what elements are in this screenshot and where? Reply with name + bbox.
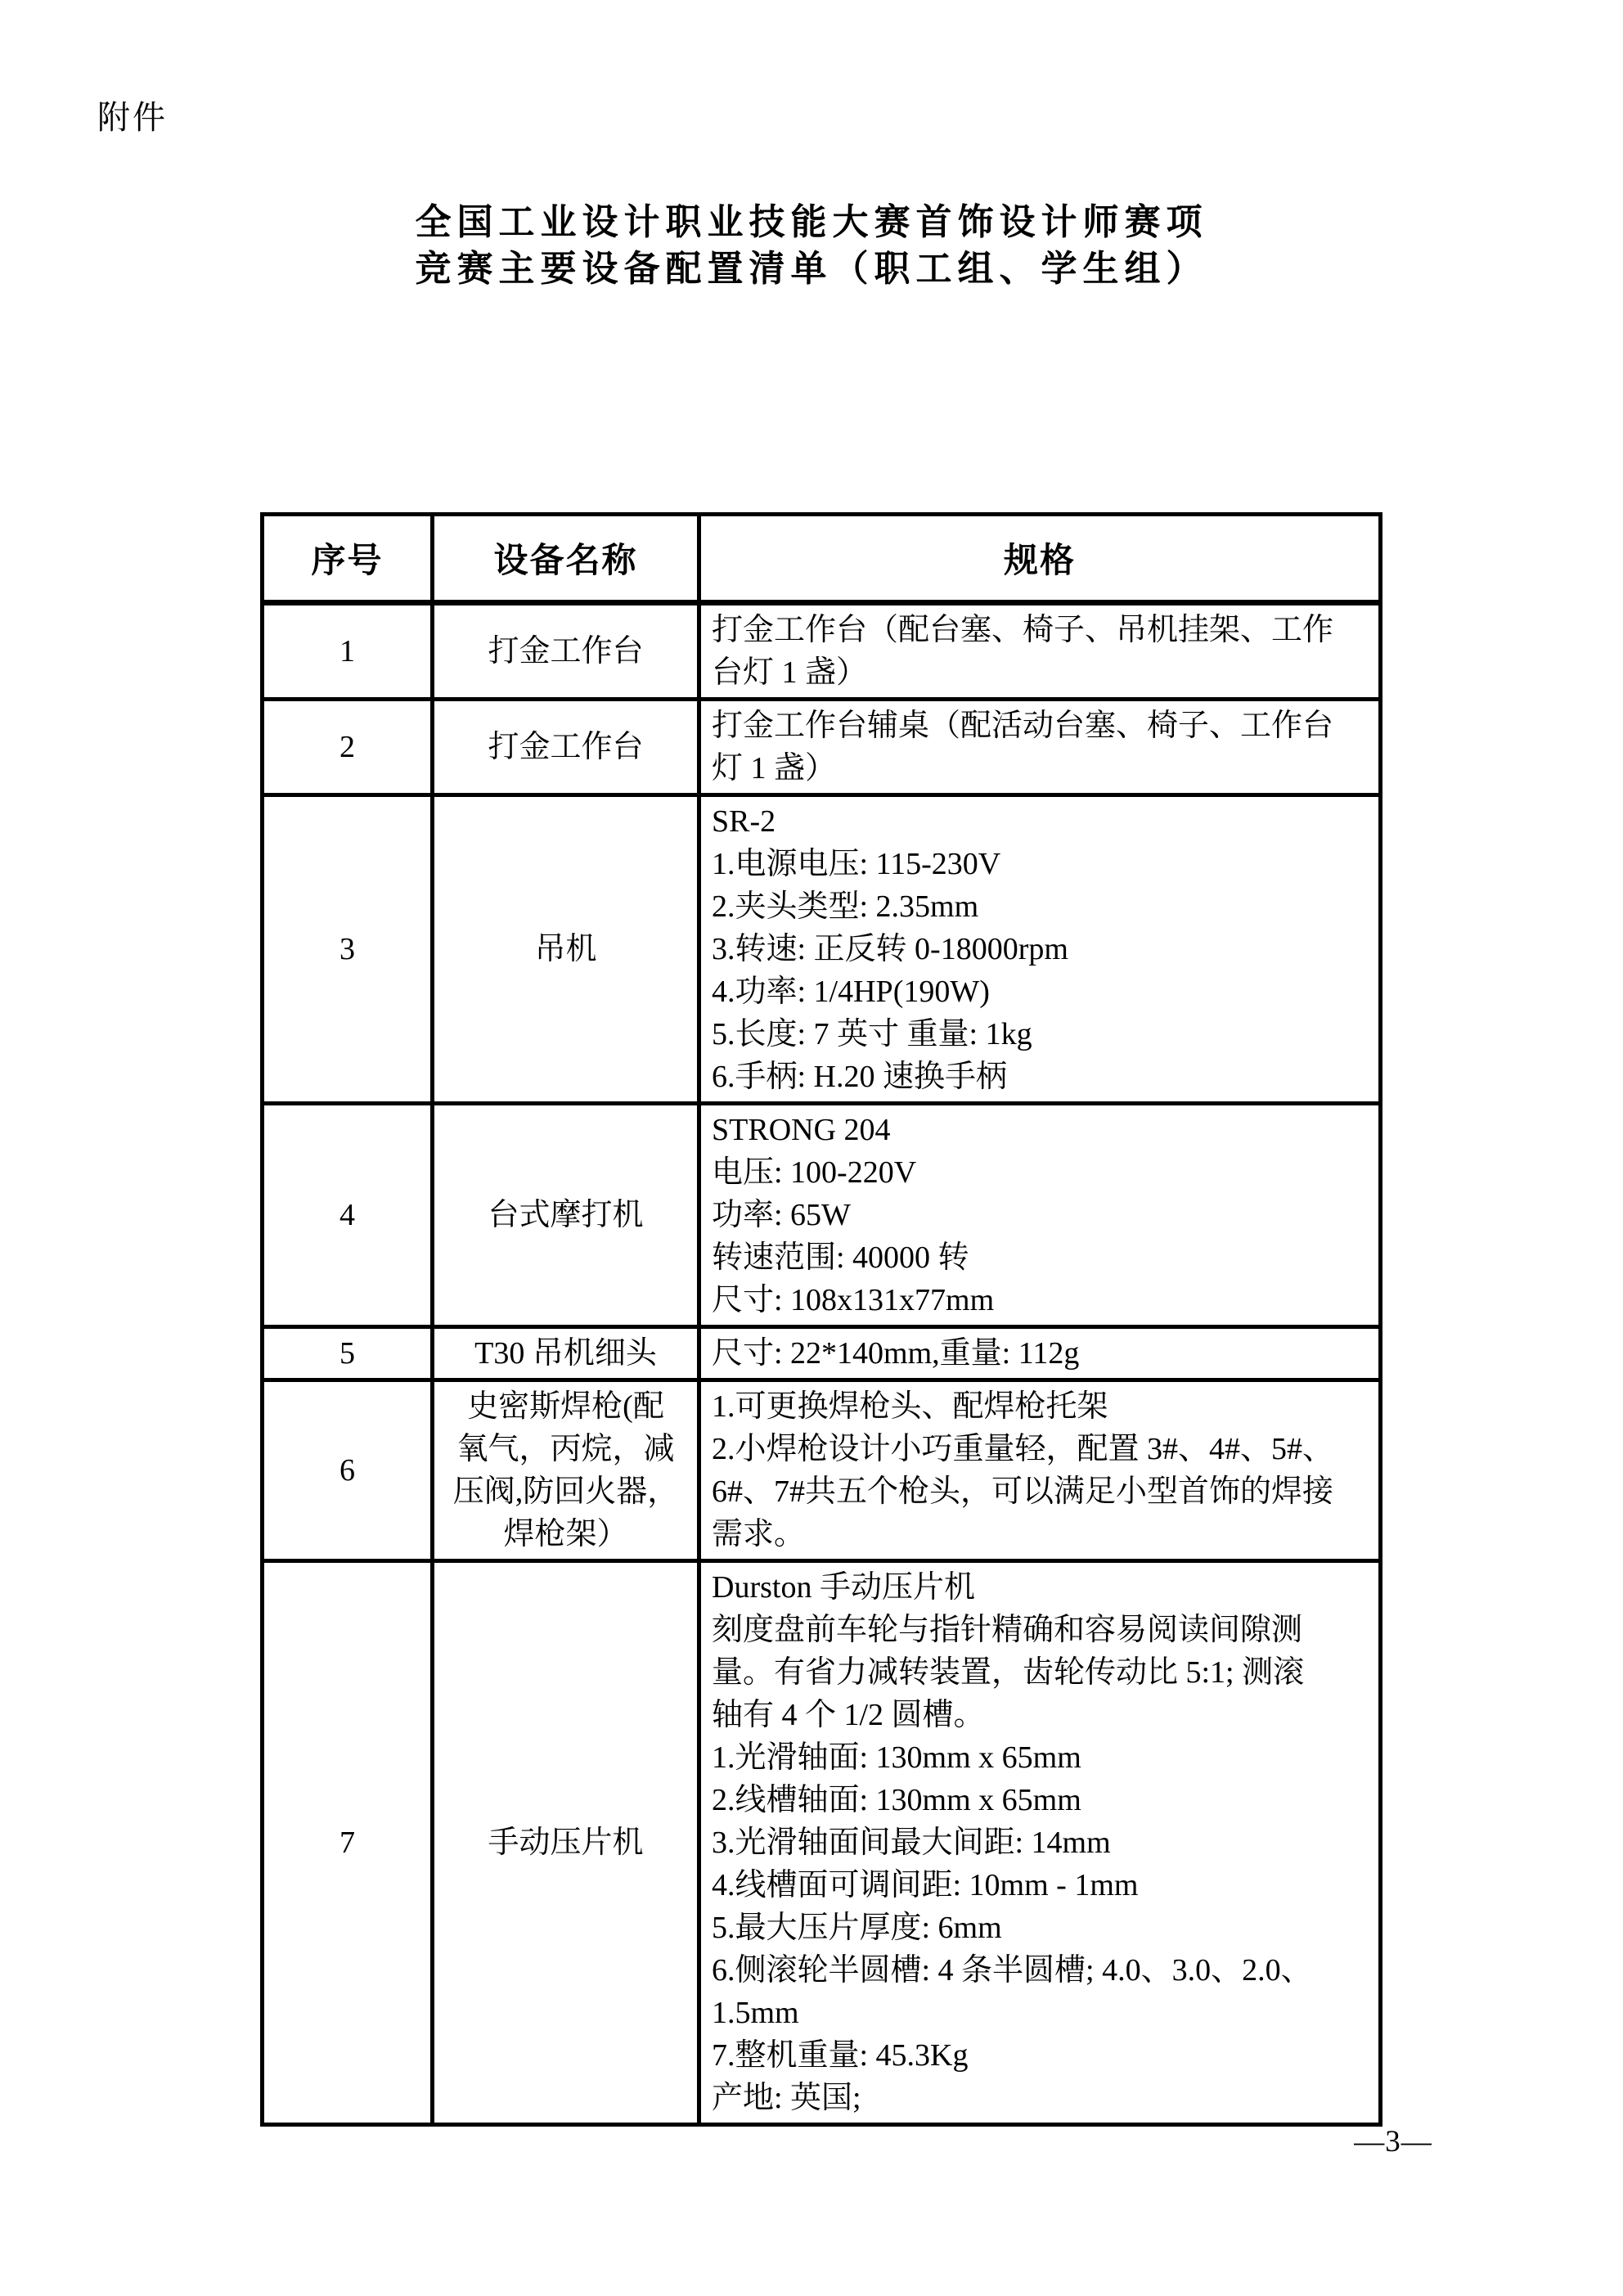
equipment-name-cell: [433, 795, 699, 1104]
specification-line: 3.光滑轴面间最大间距: 14mm: [712, 1826, 1111, 1860]
specification-cell: [699, 795, 1381, 1104]
equipment-name-cell: [433, 1327, 699, 1380]
equipment-name-line: 打金工作台: [488, 634, 644, 669]
specification-line: 1.5mm: [712, 1996, 799, 2030]
equipment-name-cell: [433, 1561, 699, 2125]
equipment-name-line: 压阀,防回火器，: [452, 1474, 679, 1509]
equipment-name-line: 氧气，丙烷，减: [456, 1432, 675, 1466]
specification-line: 2.夹头类型: 2.35mm: [712, 889, 979, 924]
specification-cell: [699, 1104, 1381, 1327]
equipment-name-line: 台式摩打机: [488, 1198, 644, 1232]
serial-number-cell: 5: [263, 1327, 433, 1380]
specification-line: 打金工作台（配台塞、椅子、吊机挂架、工作: [712, 613, 1334, 647]
equipment-table-body: [263, 603, 1381, 2125]
specification-line: 灯 1 盏）: [712, 751, 837, 786]
table-row: [263, 1561, 1381, 2125]
column-header-specification: 规格: [699, 515, 1381, 603]
specification-line: 6.侧滚轮半圆槽: 4 条半圆槽; 4.0、3.0、2.0、: [712, 1953, 1312, 1988]
specification-line: SR-2: [712, 804, 776, 839]
specification-line: 刻度盘前车轮与指针精确和容易阅读间隙测: [712, 1613, 1303, 1647]
specification-line: 2.线槽轴面: 130mm x 65mm: [712, 1783, 1081, 1817]
serial-number-cell: 2: [263, 700, 433, 795]
table-row: [263, 1327, 1381, 1380]
table-row: [263, 795, 1381, 1104]
equipment-name-line: 焊枪架）: [503, 1517, 628, 1551]
specification-line: 功率: 65W: [712, 1198, 851, 1232]
specification-line: STRONG 204: [712, 1113, 891, 1147]
specification-cell: [699, 1561, 1381, 2125]
serial-number-cell: 4: [263, 1104, 433, 1327]
table-row: [263, 603, 1381, 700]
specification-cell: [699, 603, 1381, 700]
specification-line: 4.线槽面可调间距: 10mm - 1mm: [712, 1868, 1139, 1902]
serial-number-cell: 7: [263, 1561, 433, 2125]
specification-line: 6#、7#共五个枪头，可以满足小型首饰的焊接: [712, 1474, 1334, 1509]
equipment-name-line: 史密斯焊枪(配: [467, 1389, 664, 1424]
specification-line: 打金工作台辅桌（配活动台塞、椅子、工作台: [712, 709, 1334, 743]
equipment-name-cell: [433, 700, 699, 795]
specification-line: 电压: 100-220V: [712, 1155, 917, 1190]
table-row: [263, 1104, 1381, 1327]
specification-line: 1.光滑轴面: 130mm x 65mm: [712, 1740, 1081, 1775]
table-row: [263, 700, 1381, 795]
page-number: —3—: [1354, 2125, 1432, 2159]
document-title: [0, 199, 1623, 292]
document-title-line-2: 竞赛主要设备配置清单（职工组、学生组）: [415, 249, 1208, 289]
specification-line: 尺寸: 22*140mm,重量: 112g: [712, 1336, 1080, 1371]
equipment-name-line: 吊机: [534, 932, 597, 966]
specification-cell: [699, 1380, 1381, 1561]
specification-line: 4.功率: 1/4HP(190W): [712, 975, 990, 1009]
attachment-label: 附件: [97, 100, 168, 136]
column-header-serial-number: 序号: [263, 515, 433, 603]
specification-line: 1.电源电压: 115-230V: [712, 847, 1001, 881]
equipment-name-line: 打金工作台: [488, 730, 644, 764]
equipment-table: [260, 512, 1382, 2127]
equipment-table-header: [263, 515, 1381, 603]
specification-line: 3.转速: 正反转 0-18000rpm: [712, 932, 1068, 966]
specification-line: 2.小焊枪设计小巧重量轻，配置 3#、4#、5#、: [712, 1432, 1334, 1466]
equipment-name-cell: [433, 1104, 699, 1327]
serial-number-cell: 6: [263, 1380, 433, 1561]
serial-number-cell: 3: [263, 795, 433, 1104]
specification-cell: [699, 700, 1381, 795]
specification-line: 轴有 4 个 1/2 圆槽。: [712, 1698, 985, 1732]
equipment-name-line: 手动压片机: [488, 1826, 644, 1860]
specification-line: 转速范围: 40000 转: [712, 1240, 969, 1275]
specification-line: 5.长度: 7 英寸 重量: 1kg: [712, 1017, 1032, 1051]
specification-line: 量。有省力减转装置，齿轮传动比 5:1; 测滚: [712, 1655, 1305, 1690]
specification-line: 产地: 英国;: [712, 2081, 861, 2115]
specification-line: 1.可更换焊枪头、配焊枪托架: [712, 1389, 1108, 1424]
equipment-name-cell: [433, 1380, 699, 1561]
specification-line: 尺寸: 108x131x77mm: [712, 1283, 995, 1317]
specification-line: 台灯 1 盏）: [712, 655, 868, 690]
specification-line: 6.手柄: H.20 速换手柄: [712, 1060, 1008, 1094]
specification-cell: [699, 1327, 1381, 1380]
document-title-line-1: 全国工业设计职业技能大赛首饰设计师赛项: [415, 202, 1208, 242]
specification-line: 需求。: [712, 1517, 806, 1551]
specification-line: 7.整机重量: 45.3Kg: [712, 2038, 969, 2073]
column-header-equipment-name: 设备名称: [433, 515, 699, 603]
specification-line: Durston 手动压片机: [712, 1570, 975, 1605]
equipment-name-cell: [433, 603, 699, 700]
header-row: [263, 515, 1381, 603]
equipment-name-line: T30 吊机细头: [474, 1336, 657, 1371]
serial-number-cell: 1: [263, 603, 433, 700]
specification-line: 5.最大压片厚度: 6mm: [712, 1911, 1002, 1945]
table-row: [263, 1380, 1381, 1561]
